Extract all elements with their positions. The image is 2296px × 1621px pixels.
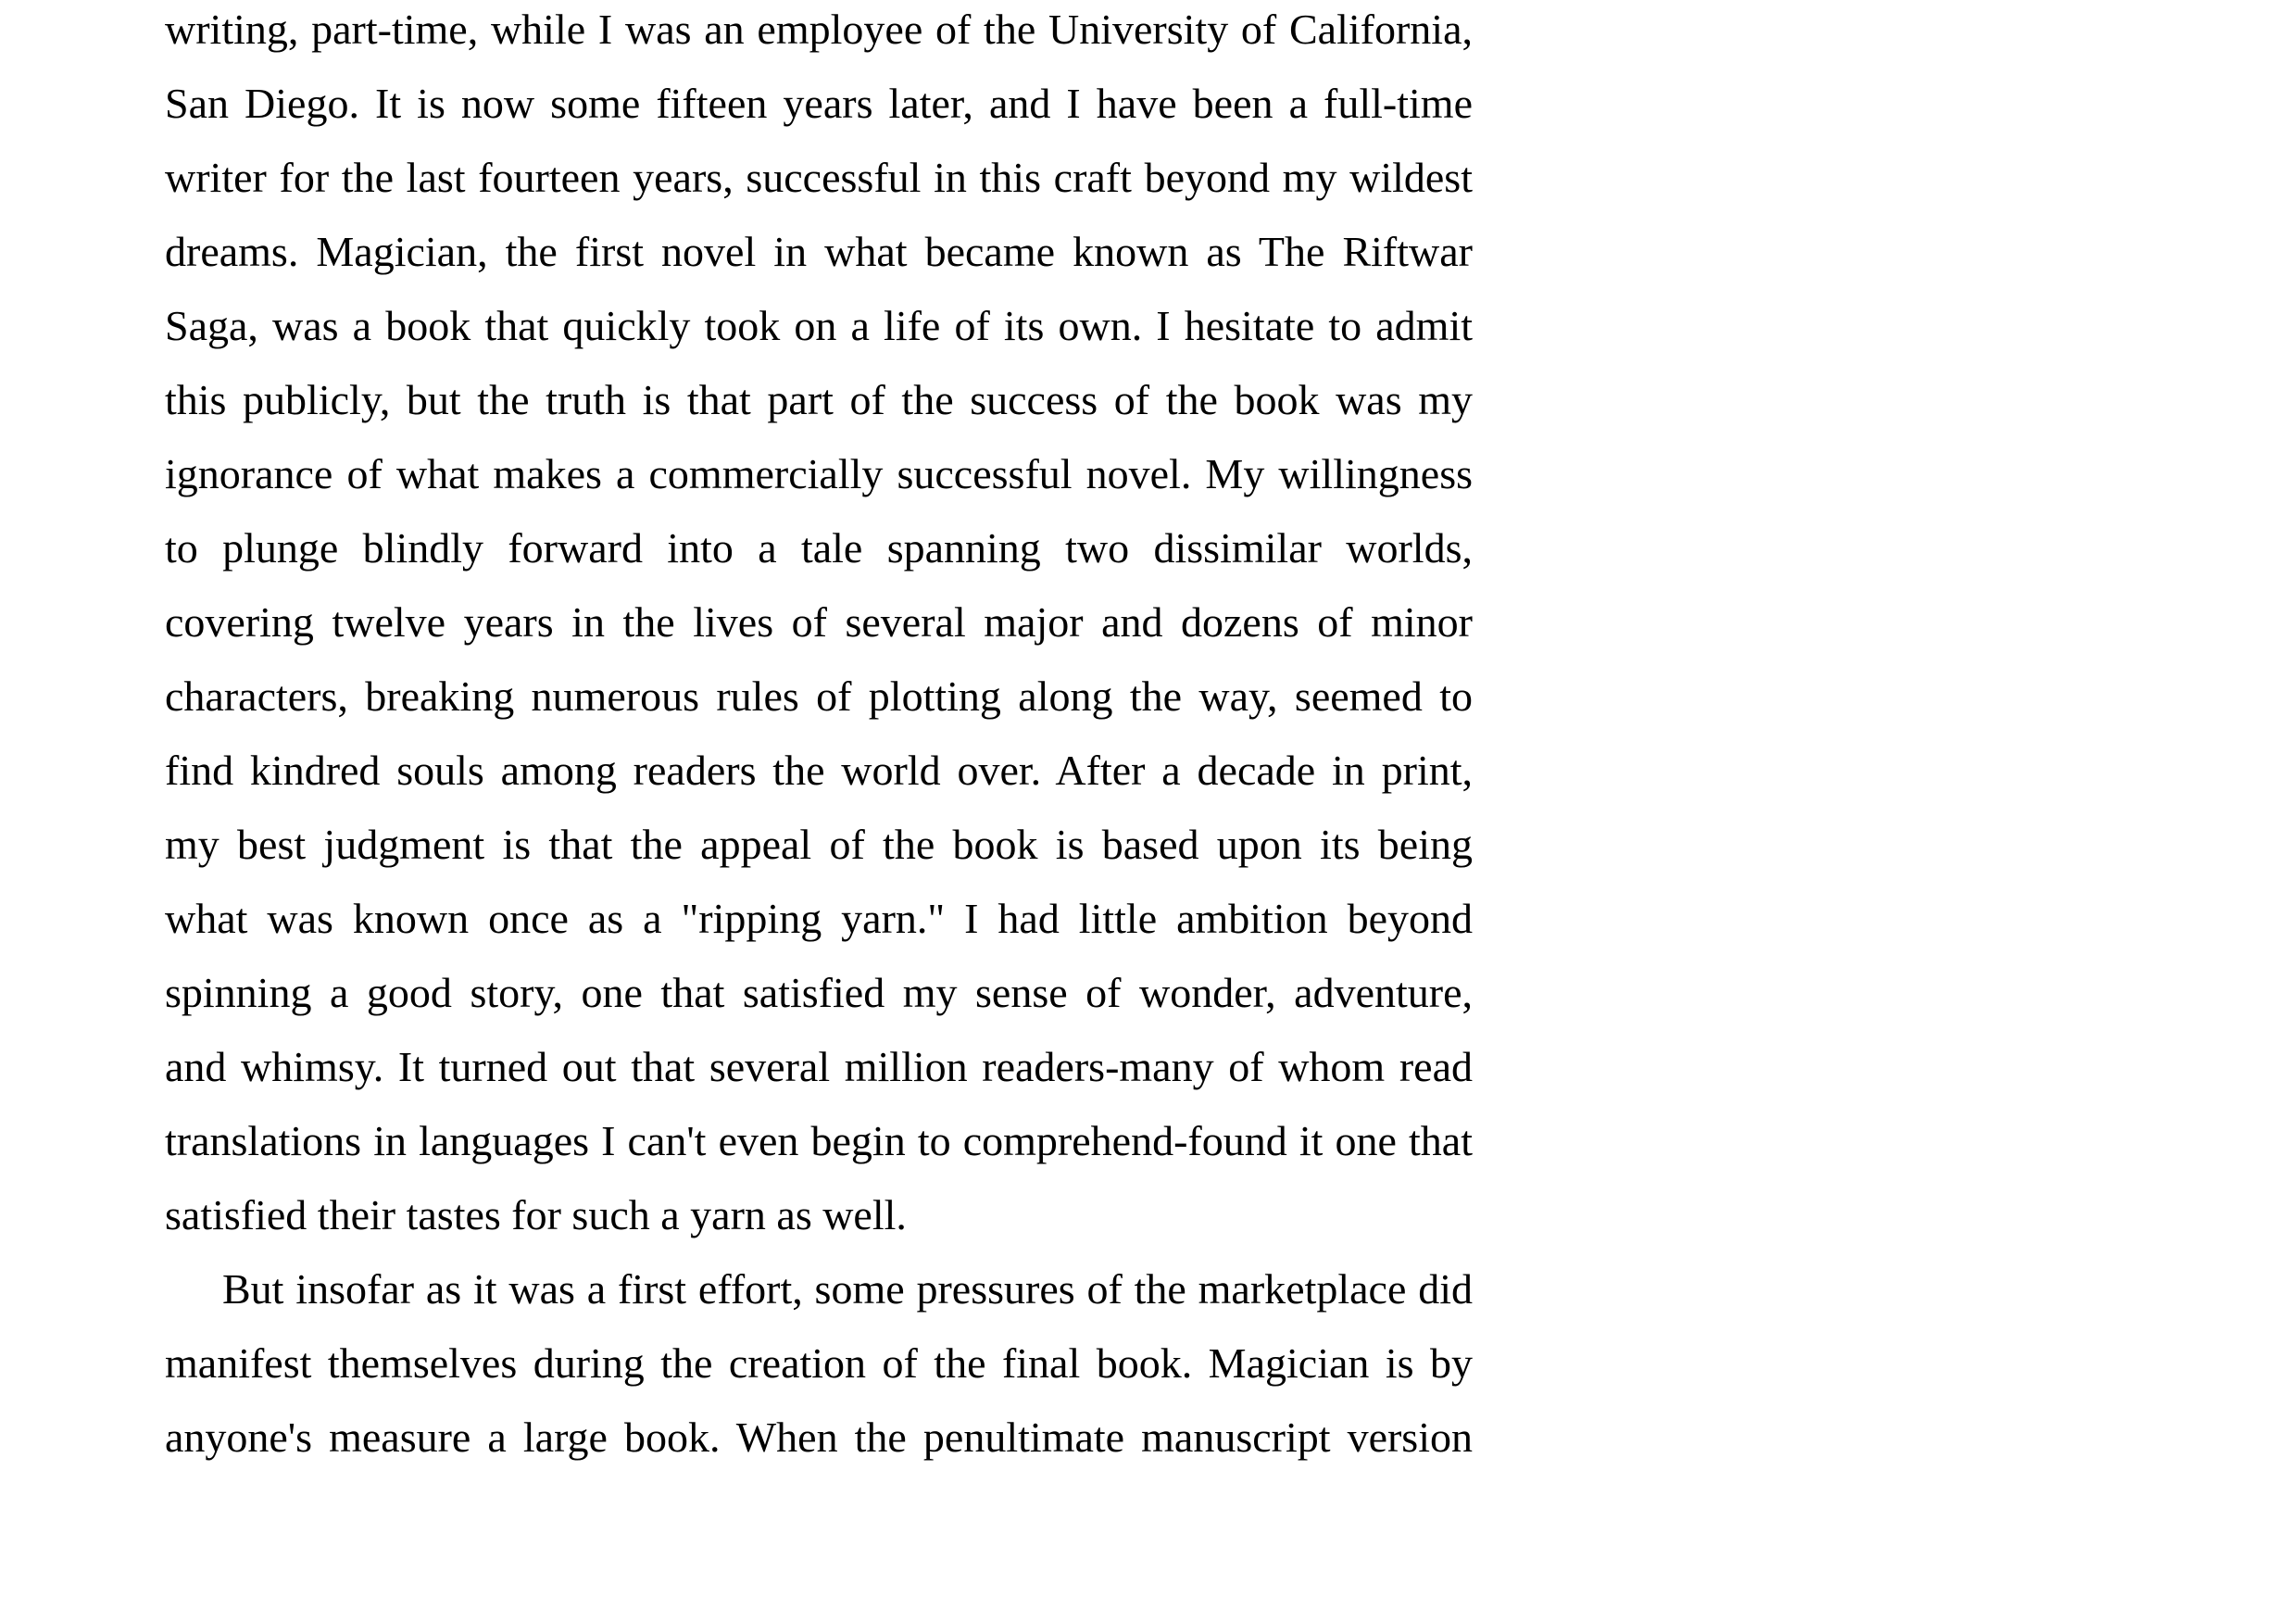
text-line: this publicly, but the truth is that part of the success of the book was my [165,376,1473,423]
text-line: writing, part-time, while I was an employee of the University of California, [165,6,1473,53]
text-line: find kindred souls among readers the world over. After a decade in print, [165,747,1473,794]
text-line: and whimsy. It turned out that several million readers-many of whom read [165,1043,1473,1090]
text-line: translations in languages I can't even begin to comprehend-found it one that [165,1117,1473,1164]
text-line: to plunge blindly forward into a tale spanning two dissimilar worlds, [165,524,1473,572]
text-line: satisfied their tastes for such a yarn as well. [165,1191,907,1238]
body-text [165,0,1473,1482]
text-line: ignorance of what makes a commercially successful novel. My willingness [165,450,1473,497]
text-line: But insofar as it was a first effort, some pressures of the marketplace did [222,1265,1473,1313]
text-line: manifest themselves during the creation of the final book. Magician is by [165,1339,1473,1387]
text-line: anyone's measure a large book. When the penultimate manuscript version [165,1414,1473,1461]
text-line: covering twelve years in the lives of several major and dozens of minor [165,598,1473,646]
text-line: spinning a good story, one that satisfied my sense of wonder, adventure, [165,969,1473,1016]
text-line: my best judgment is that the appeal of the book is based upon its being [165,821,1473,868]
text-line: writer for the last fourteen years, successful in this craft beyond my wildest [165,154,1473,201]
text-line: characters, breaking numerous rules of plotting along the way, seemed to [165,672,1473,720]
text-line: what was known once as a "ripping yarn." I had little ambition beyond [165,895,1473,942]
text-line: Saga, was a book that quickly took on a life of its own. I hesitate to admit [165,302,1473,349]
text-line: San Diego. It is now some fifteen years later, and I have been a full-time [165,80,1473,127]
paragraph-1 [165,0,1473,1260]
paragraph-2 [165,1260,1473,1482]
text-line: dreams. Magician, the first novel in what became known as The Riftwar [165,228,1473,275]
